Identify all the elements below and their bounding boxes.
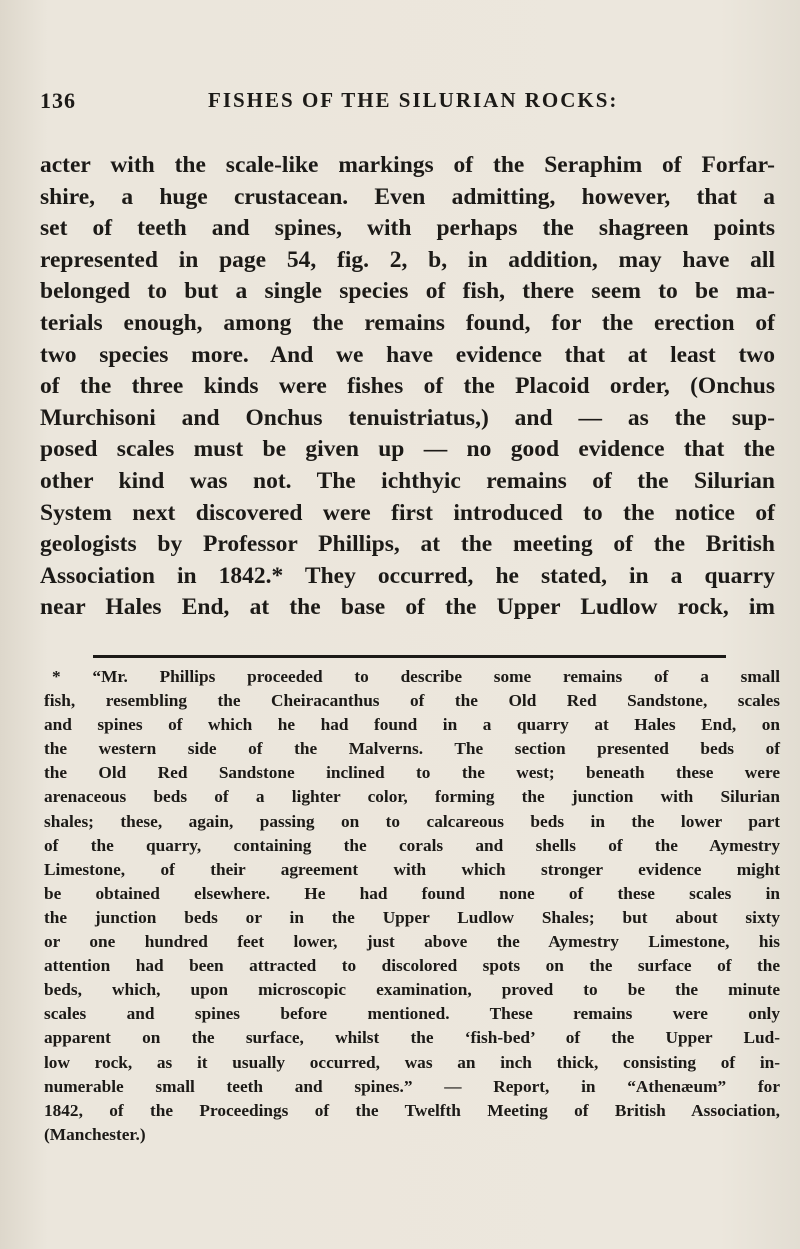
footnote-line: apparent on the surface, whilst the ‘fish-bed’ of the Upper Lud- bbox=[44, 1028, 780, 1048]
footnote-line: beds, which, upon microscopic examination, proved to be the minute bbox=[44, 980, 780, 1000]
body-line: Association in 1842.* They occurred, he stated, in a quarry bbox=[40, 562, 775, 589]
footnote bbox=[44, 665, 780, 1147]
body-line: shire, a huge crustacean. Even admitting, however, that a bbox=[40, 183, 775, 210]
footnote-line: shales; these, again, passing on to calcareous beds in the lower part bbox=[44, 811, 780, 831]
footnote-line: and spines of which he had found in a quarry at Hales End, on bbox=[44, 715, 780, 735]
footnote-line: low rock, as it usually occurred, was an inch thick, consisting of in- bbox=[44, 1052, 780, 1072]
footnote-line: of the quarry, containing the corals and shells of the Aymestry bbox=[44, 835, 780, 855]
footnote-line: scales and spines before mentioned. These remains were only bbox=[44, 1004, 780, 1024]
body-line: posed scales must be given up — no good evidence that the bbox=[40, 436, 775, 463]
body-line: acter with the scale-like markings of the Seraphim of Forfar- bbox=[40, 152, 775, 178]
footnote-line: be obtained elsewhere. He had found none of these scales in bbox=[44, 883, 780, 903]
footnote-line: numerable small teeth and spines.” — Report, in “Athenæum” for bbox=[44, 1076, 780, 1096]
body-line: represented in page 54, fig. 2, b, in addition, may have all bbox=[40, 246, 775, 273]
body-line: terials enough, among the remains found, for the erection of bbox=[40, 309, 775, 336]
footnote-line: * “Mr. Phillips proceeded to describe some remains of a small bbox=[52, 667, 780, 686]
body-line: two species more. And we have evidence that at least two bbox=[40, 341, 775, 368]
footnote-separator-rule bbox=[93, 655, 726, 658]
body-line: of the three kinds were fishes of the Placoid order, (Onchus bbox=[40, 373, 775, 400]
body-line: Murchisoni and Onchus tenuistriatus,) and — as the sup- bbox=[40, 404, 775, 431]
footnote-line: or one hundred feet lower, just above the Aymestry Limestone, his bbox=[44, 932, 780, 952]
footnote-line: arenaceous beds of a lighter color, forming the junction with Silurian bbox=[44, 787, 780, 807]
footnote-line: 1842, of the Proceedings of the Twelfth Meeting of British Association, bbox=[44, 1100, 780, 1120]
running-head bbox=[40, 88, 760, 124]
footnote-line: (Manchester.) bbox=[44, 1124, 146, 1144]
footnote-line: Limestone, of their agreement with which stronger evidence might bbox=[44, 859, 780, 879]
body-line: other kind was not. The ichthyic remains of the Silurian bbox=[40, 467, 775, 494]
footnote-line: fish, resembling the Cheiracanthus of the Old Red Sandstone, scales bbox=[44, 691, 780, 711]
body-line: System next discovered were first introduced to the notice of bbox=[40, 499, 775, 526]
body-line: belonged to but a single species of fish, there seem to be ma- bbox=[40, 278, 775, 305]
footnote-line: the western side of the Malverns. The section presented beds of bbox=[44, 739, 780, 759]
footnote-line: the junction beds or in the Upper Ludlow Shales; but about sixty bbox=[44, 907, 780, 927]
page-number: 136 bbox=[40, 88, 76, 113]
running-head-title: FISHES OF THE SILURIAN ROCKS: bbox=[208, 88, 619, 112]
body-line: geologists by Professor Phillips, at the meeting of the British bbox=[40, 531, 775, 558]
body-line: near Hales End, at the base of the Upper Ludlow rock, im bbox=[40, 594, 775, 621]
body-text bbox=[40, 150, 775, 624]
footnote-line: the Old Red Sandstone inclined to the west; beneath these were bbox=[44, 763, 780, 783]
footnote-line: attention had been attracted to discolored spots on the surface of the bbox=[44, 956, 780, 976]
body-line: set of teeth and spines, with perhaps the shagreen points bbox=[40, 215, 775, 242]
